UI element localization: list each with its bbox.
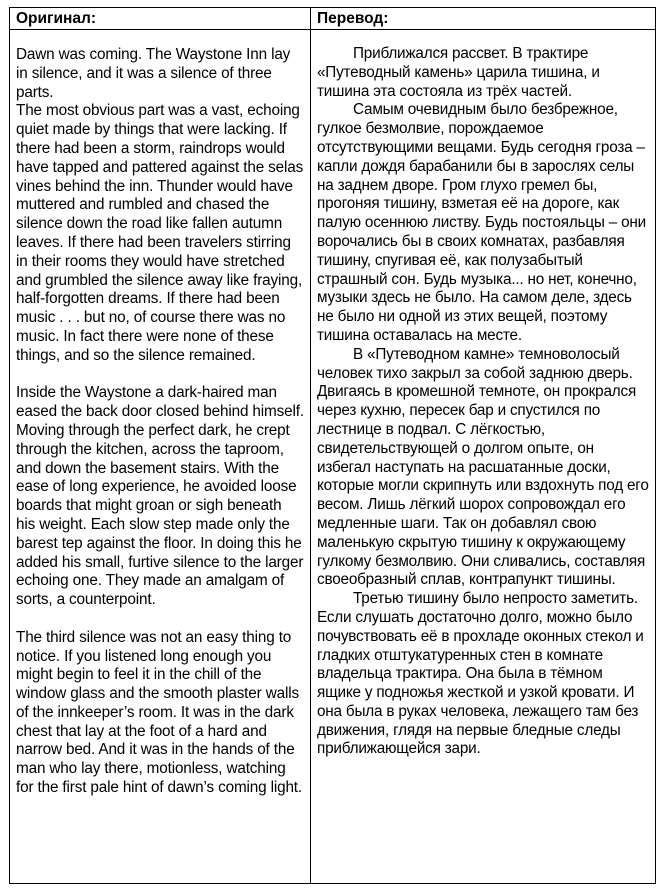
translation-paragraph-2: Самым очевидным было безбрежное, гулкое безмолвие, порождаемое отсутствующими вещами. Будь сегодня гроза – капли дождя барабанили бы в зарослях селы на заднем дворе. Гром глухо гремел бы, прогоняя тишину, взметая её на дороге, как палую осеннюю листву. Будь постояльцы – они ворочались бы в своих комнатах, разбавляя тишину, спугивая её, как полузабытый страшный сон. Будь музыка... но нет, конечно, музыки здесь не было. На самом деле, здесь не было ни одной из этих вещей, поэтому тишина оставалась на месте. — [317, 101, 646, 344]
original-paragraph-3: Inside the Waystone a dark-haired man eased the back door closed behind himself. Moving through the perfect dark, he crept through the kitchen, across the taproom, and down the basement stairs. With the ease of long experience, he avoided loose boards that might groan or sigh beneath his weight. Each slow step made only the barest tep against the floor. In doing this he added his small, furtive silence to the larger echoing one. They made an amalgam of sorts, a counterpoint. — [16, 384, 304, 609]
header-row — [10, 8, 656, 30]
header-original: Оригинал: — [10, 8, 311, 30]
original-paragraph-1: Dawn was coming. The Waystone Inn lay in silence, and it was a silence of three parts. — [16, 46, 291, 101]
translation-table — [9, 7, 656, 884]
original-paragraph-2: The most obvious part was a vast, echoing quiet made by things that were lacking. If there had been a storm, raindrops would have tapped and pattered against the selas vines behind the inn. Thunder would have muttered and rumbled and chased the silence down the road like fallen autumn leaves. If there had been travelers stirring in their rooms they would have stretched and grumbled the silence away like fraying, half-forgotten dreams. If there had been music . . . but no, of course there was no music. In fact there were none of these things, and so the silence remained. — [16, 102, 304, 364]
translation-column — [311, 30, 656, 884]
original-paragraph-4: The third silence was not an easy thing to notice. If you listened long enough you might begin to feel it in the chill of the window glass and the smooth plaster walls of the innkeeper’s room. It was in the dark chest that lay at the foot of a hard and narrow bed. And it was in the hands of the man who lay there, motionless, watching for the first pale hint of dawn’s coming light. — [16, 628, 303, 797]
translation-paragraph-1: Приближался рассвет. В трактире «Путеводный камень» царила тишина, и тишина эта состояла из трёх частей. — [317, 45, 600, 100]
translation-paragraph-3: В «Путеводном камне» темноволосый человек тихо закрыл за собой заднюю дверь. Двигаясь в кромешной темноте, он прокрался через кухню, пересек бар и спустился по лестнице в подвал. С лёгкостью, свидетельствующей о долгом опыте, он избегал наступать на расшатанные доски, которые могли скрипнуть или вздохнуть под его весом. Лишь лёгкий шорох сопровождал его медленные шаги. Так он добавлял свою маленькую скрытую тишину к окружающему гулкому безмолвию. Они сливались, составляя своеобразный сплав, контрапункт тишины. — [317, 345, 649, 589]
content-row — [10, 30, 656, 884]
header-translation: Перевод: — [311, 8, 656, 30]
translation-paragraph-4: Третью тишину было непросто заметить. Если слушать достаточно долго, можно было почувствовать её в прохладе оконных стекол и гладких отштукатуренных стен в комнате владельца трактира. Она была в тёмном ящике у подножья жесткой и узкой кровати. И она была в руках человека, лежащего там без движения, глядя на первые бледные следы приближающейся зари. — [317, 590, 644, 758]
original-column — [10, 30, 311, 884]
